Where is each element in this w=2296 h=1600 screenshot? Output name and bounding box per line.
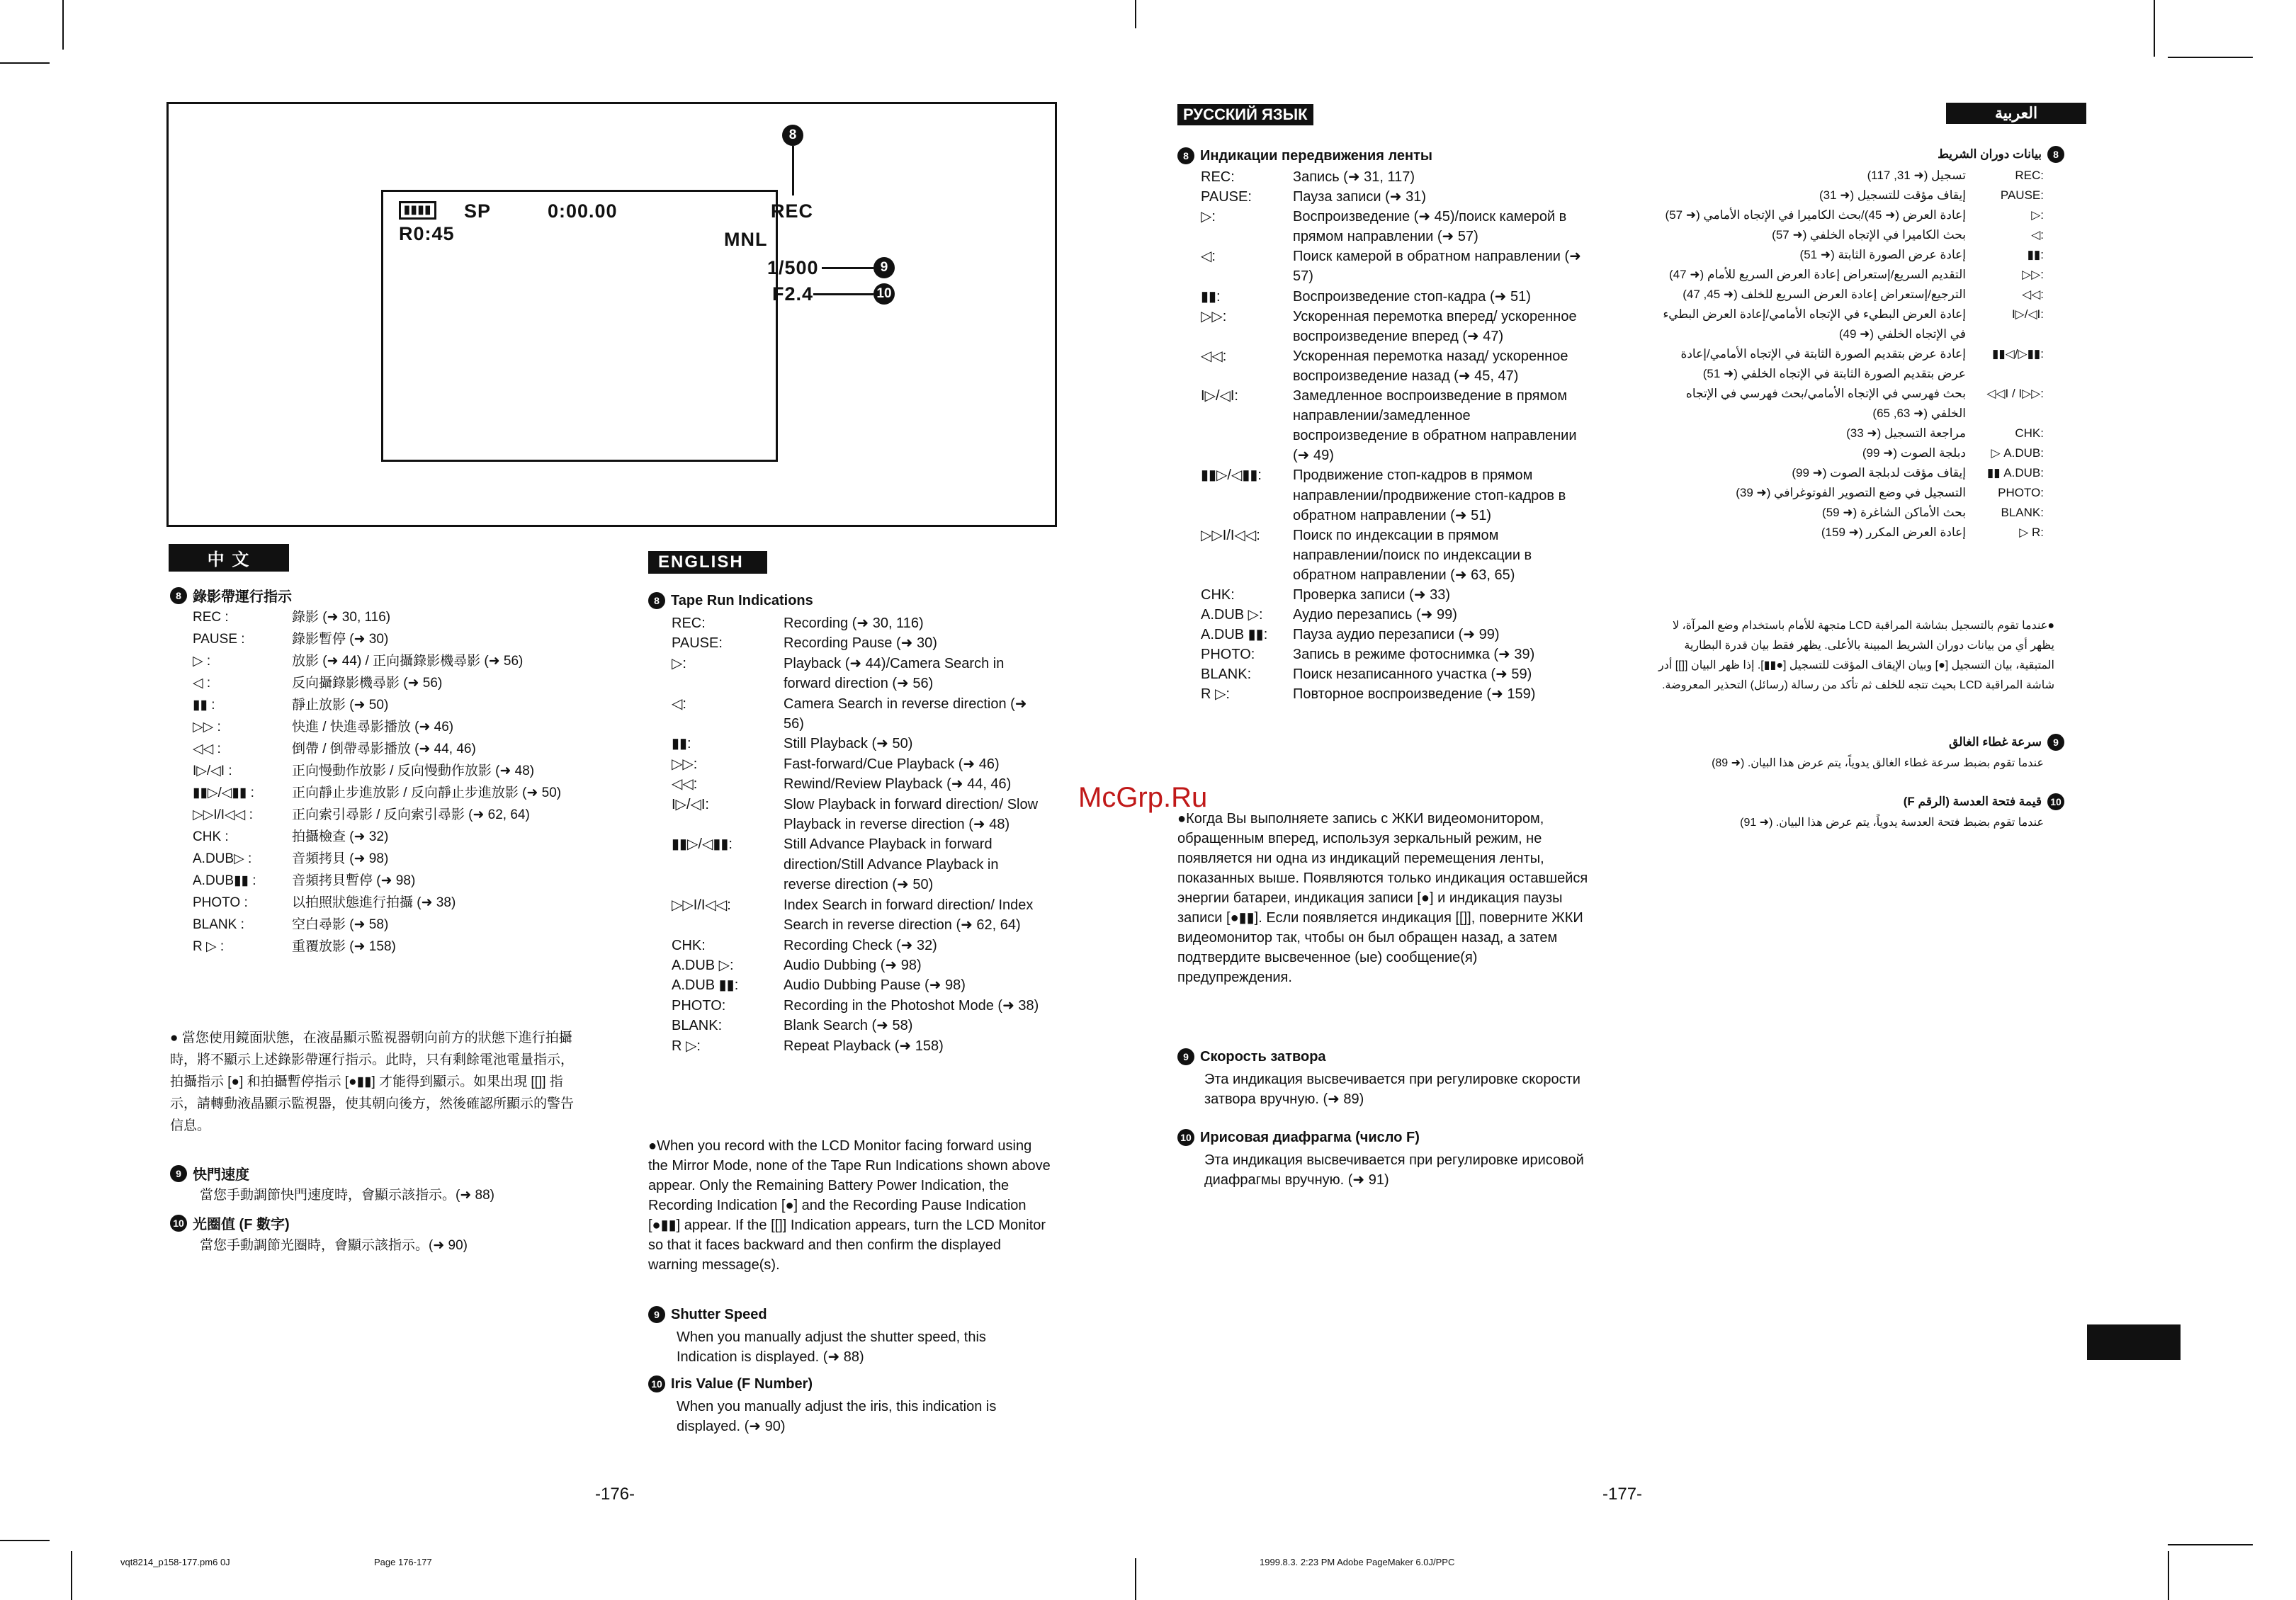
- indication-symbol: I▷/◁I :: [193, 764, 232, 778]
- indication-description: Recording in the Photoshot Mode (➜ 38): [784, 997, 1039, 1014]
- indication-row: [1201, 207, 1583, 246]
- indication-row: [193, 694, 604, 716]
- indication-symbol: ▷▷I/I◁◁ :: [193, 807, 253, 822]
- indication-symbol: ▷:: [672, 655, 686, 671]
- indication-row: [1658, 384, 2044, 424]
- english-section-10-text: When you manually adjust the iris, this indication is displayed. (➜ 90): [677, 1399, 997, 1434]
- indication-symbol: ▮▮:: [672, 736, 691, 752]
- section-number-icon: 8: [1177, 147, 1194, 164]
- indication-description: إعادة عرض بتقديم الصورة الثابتة في الإتجاه الأمامي/إعادة عرض بتقديم الصورة الثابتة في الإتجاه الخلفي (➜ 51): [1680, 347, 1966, 380]
- indication-description: Recording (➜ 30, 116): [784, 615, 924, 631]
- indication-symbol: BLANK:: [1201, 666, 1252, 683]
- indication-description: إعادة العرض (➜ 45)/بحث الكاميرا في الإتجاه الأمامي (➜ 57): [1665, 208, 1966, 222]
- indication-description: Still Advance Playback in forward direction/Still Advance Playback in reverse direction (➜ 50): [784, 836, 999, 893]
- indication-row: [672, 633, 1040, 653]
- indication-symbol: A.DUB ▷:: [672, 957, 734, 973]
- page-number-right: -177-: [1602, 1485, 1643, 1504]
- indication-description: 正向靜止步進放影 / 反向靜止步進放影 (➜ 50): [292, 785, 562, 800]
- indication-row: [193, 870, 604, 892]
- indication-symbol: R ▷:: [1201, 686, 1230, 703]
- indication-description: 音頻拷貝暫停 (➜ 98): [292, 873, 416, 888]
- indication-description: إيقاف مؤقت لدبلجة الصوت (➜ 99): [1792, 466, 1966, 480]
- english-note: ●When you record with the LCD Monitor facing forward using the Mirror Mode, none of the Tape Run Indications shown above appear. Only the Remaining Battery Power Indication, the Recording Indication [●] and the Recording Pause Indication [●▮▮] appear. If the [[]] Indication appears, turn the LCD Monitor so that it faces backward and then confirm the displayed warning message(s).: [648, 1138, 1051, 1273]
- indication-row: [672, 955, 1040, 975]
- indication-row: [1201, 625, 1583, 645]
- indication-description: 倒帶 / 倒帶尋影播放 (➜ 44, 46): [292, 742, 476, 756]
- indication-description: Повторное воспроизведение (➜ 159): [1293, 686, 1536, 703]
- indication-description: Repeat Playback (➜ 158): [784, 1038, 944, 1054]
- indication-description: Audio Dubbing (➜ 98): [784, 957, 922, 973]
- russian-note: ●Когда Вы выполняете запись с ЖКИ видеомонитором, обращенным вперед, используя зеркальный режим, не появляется ни одна из индикаций перемещения ленты, показанных выше. Появляются только индикация оставшейся энергии батареи, индикация записи [●] и индикация паузы записи [●▮▮]. Если появляется индикация [[]], поверните ЖКИ видеомонитор так, чтобы он был обращен назад, а затем подтвердите высвеченное (ые) сообщение(я) предупреждения.: [1177, 811, 1588, 985]
- indication-symbol: ▮▮▷/◁▮▮ :: [193, 785, 254, 800]
- indication-symbol: :▷▷I / I◁◁: [1986, 387, 2044, 400]
- indication-row: [193, 914, 604, 936]
- section-number-icon: 8: [648, 592, 665, 609]
- arabic-note: ●عندما تقوم بالتسجيل بشاشة المراقبة LCD متجهة للأمام باستخدام وضع المرآة، لا يظهر أي من بيانات دوران الشريط المبينة بالأعلى. يظهر فقط بيان قدرة البطارية المتبقية، بيان التسجيل [●] وبيان الإيقاف المؤقت للتسجيل [●▮▮]. إذا ظهر البيان [[]] أدر شاشة المراقبة LCD بحيث تتجه للخلف ثم تأكد من رسالة (رسائل) التحذير المعروضة.: [1658, 620, 2054, 691]
- indication-row: [1201, 684, 1583, 704]
- indication-row: [672, 936, 1040, 955]
- indication-description: Slow Playback in forward direction/ Slow Playback in reverse direction (➜ 48): [784, 796, 1039, 833]
- indication-symbol: BLANK:: [672, 1018, 723, 1034]
- indication-description: 快進 / 快進尋影播放 (➜ 46): [292, 720, 454, 734]
- indication-description: Audio Dubbing Pause (➜ 98): [784, 977, 966, 994]
- indication-symbol: :A.DUB ▷: [1991, 446, 2044, 460]
- indication-description: 錄影暫停 (➜ 30): [292, 632, 389, 647]
- indication-symbol: :▮▮: [2027, 248, 2044, 261]
- indication-description: التقديم السريع/إستعراض إعادة العرض السريع للأمام (➜ 47): [1669, 268, 1966, 281]
- indication-symbol: :▮▮▷/◁▮▮: [1991, 347, 2044, 361]
- indication-symbol: PAUSE:: [672, 635, 723, 652]
- indication-symbol: CHK:: [672, 937, 706, 953]
- indication-row: [672, 774, 1040, 794]
- callout-line: [813, 293, 873, 295]
- callout-line: [822, 267, 873, 269]
- indication-description: Ускоренная перемотка назад/ ускоренное воспроизведение назад (➜ 45, 47): [1293, 348, 1568, 384]
- indication-description: Продвижение стоп-кадров в прямом направлении/продвижение стоп-кадров в обратном направлении (➜ 51): [1293, 467, 1566, 523]
- indication-description: Запись (➜ 31, 117): [1293, 169, 1415, 185]
- indication-symbol: ▷▷:: [672, 756, 698, 772]
- shutter-speed-value: 1/500: [767, 257, 819, 278]
- chinese-section-10-title: 10 光圈值 (F 數字): [170, 1213, 290, 1233]
- indication-symbol: :I▷/◁I: [2011, 307, 2044, 321]
- arabic-section-8-title: 8 بيانات دوران الشريط: [1842, 146, 2064, 163]
- indication-row: [672, 795, 1040, 835]
- indication-symbol: :REC: [2015, 169, 2044, 182]
- section-number-icon: 10: [170, 1215, 187, 1232]
- indication-description: 以拍照狀態進行拍攝 (➜ 38): [292, 895, 456, 910]
- arabic-section-9-text: عندما تقوم بضبط سرعة غطاء الغالق يدوياً، يتم عرض هذا البيان. (➜ 89): [1712, 757, 2044, 769]
- indication-description: 正向索引尋影 / 反向索引尋影 (➜ 62, 64): [292, 807, 530, 822]
- indication-symbol: ◁ :: [193, 676, 211, 691]
- indication-row: [1201, 287, 1583, 307]
- indication-description: Rewind/Review Playback (➜ 44, 46): [784, 776, 1012, 793]
- indication-description: Аудио перезапись (➜ 99): [1293, 607, 1457, 623]
- indication-symbol: R ▷:: [672, 1038, 701, 1054]
- english-section-9-text: When you manually adjust the shutter speed, this Indication is displayed. (➜ 88): [677, 1329, 986, 1365]
- indication-row: [1658, 443, 2044, 463]
- battery-indicator: ▮▮▮▮: [399, 201, 436, 220]
- indication-symbol: PHOTO:: [672, 997, 726, 1014]
- crop-mark: [62, 0, 64, 50]
- footer-file: vqt8214_p158-177.pm6 0J: [120, 1557, 230, 1567]
- indication-description: Пауза записи (➜ 31): [1293, 189, 1427, 205]
- arabic-section-9-title: 9 سرعة غطاء الغالق: [1771, 734, 2064, 751]
- indication-row: [193, 716, 604, 738]
- indication-symbol: ▮▮▷/◁▮▮:: [672, 836, 733, 853]
- callout-line: [792, 146, 794, 195]
- indication-row: [1201, 386, 1583, 465]
- indication-symbol: ▷:: [1201, 209, 1216, 225]
- indication-row: [193, 672, 604, 694]
- thumb-tab: [2087, 1324, 2181, 1360]
- crop-mark: [71, 1551, 72, 1600]
- crop-mark: [1135, 1558, 1136, 1600]
- indication-description: 重覆放影 (➜ 158): [292, 939, 396, 954]
- indication-row: [672, 613, 1040, 633]
- english-tag: ENGLISH: [648, 551, 767, 574]
- indication-row: [672, 734, 1040, 754]
- indication-description: Playback (➜ 44)/Camera Search in forward direction (➜ 56): [784, 655, 1005, 692]
- indication-symbol: ▷▷ :: [193, 720, 221, 734]
- indication-symbol: CHK :: [193, 829, 229, 844]
- indication-description: Поиск камерой в обратном направлении (➜ 57): [1293, 249, 1581, 285]
- arabic-tape-run-table: [1658, 166, 2044, 543]
- chinese-tape-run-table: [193, 606, 604, 958]
- section-number-icon: 9: [1177, 1048, 1194, 1065]
- indication-symbol: ▷▷:: [1201, 308, 1227, 324]
- indication-description: 錄影 (➜ 30, 116): [292, 610, 391, 625]
- english-section-9-title: 9 Shutter Speed: [648, 1306, 767, 1323]
- indication-description: بحث الكاميرا في الإتجاه الخلفي (➜ 57): [1772, 228, 1966, 242]
- english-section-10-title: 10 Iris Value (F Number): [648, 1375, 813, 1392]
- indication-symbol: A.DUB▷ :: [193, 851, 252, 866]
- indication-symbol: ◁:: [1201, 249, 1216, 265]
- crop-mark: [0, 62, 50, 64]
- arabic-section-10-title: 10 قيمة فتحة العدسة (الرقم F): [1771, 793, 2064, 810]
- page-number-left: -176-: [595, 1485, 635, 1504]
- indication-row: [193, 804, 604, 826]
- indication-symbol: A.DUB ▮▮:: [672, 977, 739, 994]
- callout-9: 9: [873, 257, 895, 278]
- indication-row: [672, 895, 1040, 936]
- indication-row: [672, 834, 1040, 895]
- indication-description: Recording Check (➜ 32): [784, 937, 937, 953]
- indication-row: [1658, 463, 2044, 483]
- manual-indicator: MNL: [724, 229, 768, 250]
- indication-description: Ускоренная перемотка вперед/ ускоренное воспроизведение вперед (➜ 47): [1293, 308, 1577, 344]
- indication-symbol: :PAUSE: [2000, 188, 2044, 202]
- indication-symbol: :CHK: [2015, 426, 2044, 440]
- indication-description: Замедленное воспроизведение в прямом направлении/замедленное воспроизведение в обратном направлении (➜ 49): [1293, 388, 1577, 464]
- indication-symbol: REC :: [193, 610, 229, 625]
- indication-symbol: ◁◁ :: [193, 742, 221, 756]
- indication-row: [1201, 664, 1583, 684]
- indication-description: Воспроизведение стоп-кадра (➜ 51): [1293, 288, 1531, 305]
- iris-value: F2.4: [772, 283, 814, 305]
- indication-symbol: :BLANK: [2001, 506, 2044, 519]
- indication-description: الترجيع/إستعراض إعادة العرض السريع للخلف (➜ 45, 47): [1683, 288, 1966, 301]
- indication-description: Index Search in forward direction/ Index Search in reverse direction (➜ 62, 64): [784, 897, 1034, 934]
- indication-row: [1658, 265, 2044, 285]
- indication-symbol: :▷: [2031, 208, 2044, 222]
- indication-row: [1201, 307, 1583, 346]
- chinese-section-9-text: 當您手動調節快門速度時，會顯示該指示。(➜ 88): [200, 1188, 494, 1203]
- indication-symbol: :◁: [2031, 228, 2044, 242]
- indication-description: Поиск незаписанного участка (➜ 59): [1293, 666, 1532, 683]
- indication-description: إيقاف مؤقت للتسجيل (➜ 31): [1819, 188, 1966, 202]
- callout-10: 10: [873, 283, 895, 305]
- russian-section-10-text: Эта индикация высвечивается при регулировке ирисовой диафрагмы вручную. (➜ 91): [1204, 1152, 1584, 1188]
- indication-symbol: A.DUB▮▮ :: [193, 873, 256, 888]
- indication-description: بحث الأماكن الشاغرة (➜ 59): [1822, 506, 1966, 519]
- crop-mark: [2168, 57, 2253, 58]
- callout-8: 8: [782, 125, 803, 146]
- indication-row: [193, 936, 604, 958]
- indication-description: Fast-forward/Cue Playback (➜ 46): [784, 756, 1000, 772]
- indication-symbol: PAUSE:: [1201, 189, 1252, 205]
- indication-description: Recording Pause (➜ 30): [784, 635, 937, 652]
- indication-row: [1658, 186, 2044, 205]
- russian-section-9-text: Эта индикация высвечивается при регулировке скорости затвора вручную. (➜ 89): [1204, 1072, 1580, 1107]
- indication-row: [1658, 503, 2044, 523]
- indication-row: [1201, 167, 1583, 187]
- indication-row: [193, 650, 604, 672]
- indication-description: Поиск по индексации в прямом направлении/поиск по индексации в обратном направлении (➜ 63, 65): [1293, 527, 1532, 583]
- indication-symbol: ◁◁:: [1201, 348, 1227, 364]
- indication-row: [1658, 424, 2044, 443]
- indication-row: [1201, 346, 1583, 386]
- indication-row: [672, 1036, 1040, 1056]
- chinese-section-10-text: 當您手動調節光圈時，會顯示該指示。(➜ 90): [200, 1238, 468, 1253]
- indication-description: إعادة العرض البطيء في الإتجاه الأمامي/إعادة العرض البطيء في الإتجاه الخلفي (➜ 49): [1663, 307, 1966, 341]
- indication-description: Camera Search in reverse direction (➜ 56): [784, 696, 1027, 732]
- chinese-section-8-title: 8 錄影帶運行指示: [170, 585, 292, 606]
- indication-symbol: R ▷ :: [193, 939, 225, 954]
- indication-symbol: ▷ :: [193, 654, 211, 669]
- crop-mark: [2168, 1551, 2169, 1600]
- indication-symbol: ▮▮:: [1201, 288, 1221, 305]
- indication-symbol: A.DUB ▷:: [1201, 607, 1263, 623]
- indication-symbol: I▷/◁I:: [672, 796, 709, 812]
- russian-tape-run-table: [1201, 167, 1583, 705]
- footer-page: Page 176-177: [374, 1557, 432, 1567]
- russian-section-8-title: 8 Индикации передвижения ленты: [1177, 147, 1432, 164]
- indication-symbol: ◁◁:: [672, 776, 698, 793]
- indication-description: Blank Search (➜ 58): [784, 1018, 913, 1034]
- indication-symbol: :◁◁: [2022, 288, 2044, 301]
- indication-description: 空白尋影 (➜ 58): [292, 917, 389, 932]
- section-number-icon: 9: [170, 1165, 187, 1182]
- crop-mark: [2154, 0, 2155, 57]
- indication-description: Запись в режиме фотоснимка (➜ 39): [1293, 647, 1535, 663]
- indication-symbol: A.DUB ▮▮:: [1201, 627, 1268, 643]
- indication-symbol: ▮▮ :: [193, 698, 215, 713]
- indication-symbol: :R ▷: [2019, 526, 2044, 539]
- indication-symbol: REC:: [672, 615, 706, 631]
- section-number-icon: 10: [1177, 1129, 1194, 1146]
- indication-row: [193, 782, 604, 804]
- indication-description: Still Playback (➜ 50): [784, 736, 913, 752]
- indication-symbol: PHOTO:: [1201, 647, 1255, 663]
- indication-row: [1658, 285, 2044, 305]
- english-section-8-title: 8 Tape Run Indications: [648, 592, 813, 609]
- indication-row: [1201, 526, 1583, 585]
- indication-row: [193, 628, 604, 650]
- section-number-icon: 9: [2047, 734, 2064, 751]
- footer-date: 1999.8.3. 2:23 PM Adobe PageMaker 6.0J/PPC: [1260, 1557, 1455, 1567]
- indication-description: 反向攝錄影機尋影 (➜ 56): [292, 676, 443, 691]
- indication-symbol: :PHOTO: [1998, 486, 2044, 499]
- indication-row: [193, 606, 604, 628]
- indication-description: إعادة العرض المكرر (➜ 159): [1821, 526, 1966, 539]
- indication-row: [1658, 305, 2044, 344]
- indication-symbol: ▷▷I/I◁◁:: [672, 897, 731, 913]
- indication-row: [1201, 187, 1583, 207]
- indication-row: [193, 826, 604, 848]
- tape-mode: SP: [464, 200, 492, 222]
- indication-description: Пауза аудио перезаписи (➜ 99): [1293, 627, 1500, 643]
- indication-description: 靜止放影 (➜ 50): [292, 698, 389, 713]
- indication-row: [1658, 483, 2044, 503]
- arabic-tag: العربية: [1946, 103, 2086, 124]
- russian-section-9-title: 9 Скорость затвора: [1177, 1048, 1326, 1065]
- english-tape-run-table: [672, 613, 1040, 1056]
- indication-row: [672, 754, 1040, 774]
- indication-row: [1201, 585, 1583, 605]
- indication-row: [672, 975, 1040, 995]
- indication-symbol: :▷▷: [2022, 268, 2044, 281]
- russian-tag: РУССКИЙ ЯЗЫК: [1177, 104, 1313, 125]
- crop-mark: [0, 1540, 50, 1541]
- watermark: McGrp.Ru: [1078, 782, 1208, 813]
- indication-row: [1201, 246, 1583, 286]
- indication-symbol: :A.DUB ▮▮: [1986, 466, 2044, 480]
- indication-description: بحث فهرسي في الإتجاه الأمامي/بحث فهرسي في الإتجاه الخلفي (➜ 63, 65): [1685, 387, 1966, 420]
- rec-indicator: REC: [771, 200, 814, 222]
- chinese-note: ● 當您使用鏡面狀態，在液晶顯示監視器朝向前方的狀態下進行拍攝時，將不顯示上述錄影帶運行指示。此時，只有剩餘電池電量指示，拍攝指示 [●] 和拍攝暫停指示 [●▮▮] 才能得到顯示。如果出現 [[]] 指示，請轉動液晶顯示監視器，使其朝向後方，然後確認所顯示的警告信息。: [170, 1031, 575, 1133]
- section-number-icon: 10: [2047, 793, 2064, 810]
- indication-symbol: ▷▷I/I◁◁:: [1201, 527, 1260, 543]
- indication-row: [672, 694, 1040, 734]
- indication-symbol: REC:: [1201, 169, 1235, 185]
- indication-symbol: BLANK :: [193, 917, 244, 932]
- indication-description: 拍攝檢查 (➜ 32): [292, 829, 389, 844]
- indication-description: دبلجة الصوت (➜ 99): [1862, 446, 1966, 460]
- indication-description: التسجيل في وضع التصوير الفوتوغرافي (➜ 39): [1736, 486, 1966, 499]
- indication-row: [1658, 344, 2044, 384]
- chinese-section-9-title: 9 快門速度: [170, 1163, 249, 1184]
- indication-description: إعادة عرض الصورة الثابتة (➜ 51): [1799, 248, 1966, 261]
- indication-symbol: I▷/◁I:: [1201, 388, 1238, 404]
- arabic-section-10-text: عندما تقوم بضبط فتحة العدسة يدوياً، يتم عرض هذا البيان. (➜ 91): [1740, 817, 2044, 829]
- indication-symbol: ◁:: [672, 696, 686, 712]
- indication-row: [193, 848, 604, 870]
- crop-mark: [1135, 0, 1136, 28]
- indication-description: 放影 (➜ 44) / 正向攝錄影機尋影 (➜ 56): [292, 654, 524, 669]
- indication-description: 音頻拷貝 (➜ 98): [292, 851, 389, 866]
- indication-symbol: PAUSE :: [193, 632, 245, 647]
- indication-description: 正向慢動作放影 / 反向慢動作放影 (➜ 48): [292, 764, 535, 778]
- indication-row: [193, 892, 604, 914]
- indication-description: تسجيل (➜ 31, 117): [1867, 169, 1966, 182]
- indication-row: [1201, 465, 1583, 525]
- indication-row: [1658, 523, 2044, 543]
- indication-symbol: CHK:: [1201, 586, 1235, 603]
- indication-row: [1658, 225, 2044, 245]
- tape-time: 0:00.00: [548, 200, 618, 222]
- remaining-time: R0:45: [399, 223, 455, 244]
- indication-row: [1658, 245, 2044, 265]
- indication-symbol: ▮▮▷/◁▮▮:: [1201, 467, 1262, 484]
- section-number-icon: 8: [170, 587, 187, 604]
- chinese-tag: 中 文: [169, 544, 289, 572]
- indication-symbol: PHOTO :: [193, 895, 248, 910]
- crop-mark: [2168, 1544, 2253, 1545]
- indication-description: Проверка записи (➜ 33): [1293, 586, 1451, 603]
- section-number-icon: 10: [648, 1375, 665, 1392]
- indication-row: [193, 738, 604, 760]
- indication-description: Воспроизведение (➜ 45)/поиск камерой в прямом направлении (➜ 57): [1293, 209, 1567, 245]
- indication-row: [1201, 645, 1583, 664]
- indication-row: [193, 760, 604, 782]
- indication-row: [1201, 605, 1583, 625]
- russian-section-10-title: 10 Ирисовая диафрагма (число F): [1177, 1129, 1420, 1146]
- indication-row: [672, 996, 1040, 1016]
- section-number-icon: 9: [648, 1306, 665, 1323]
- indication-row: [672, 654, 1040, 694]
- indication-description: مراجعة التسجيل (➜ 33): [1846, 426, 1966, 440]
- indication-row: [1658, 166, 2044, 186]
- indication-row: [672, 1016, 1040, 1036]
- indication-row: [1658, 205, 2044, 225]
- section-number-icon: 8: [2047, 146, 2064, 163]
